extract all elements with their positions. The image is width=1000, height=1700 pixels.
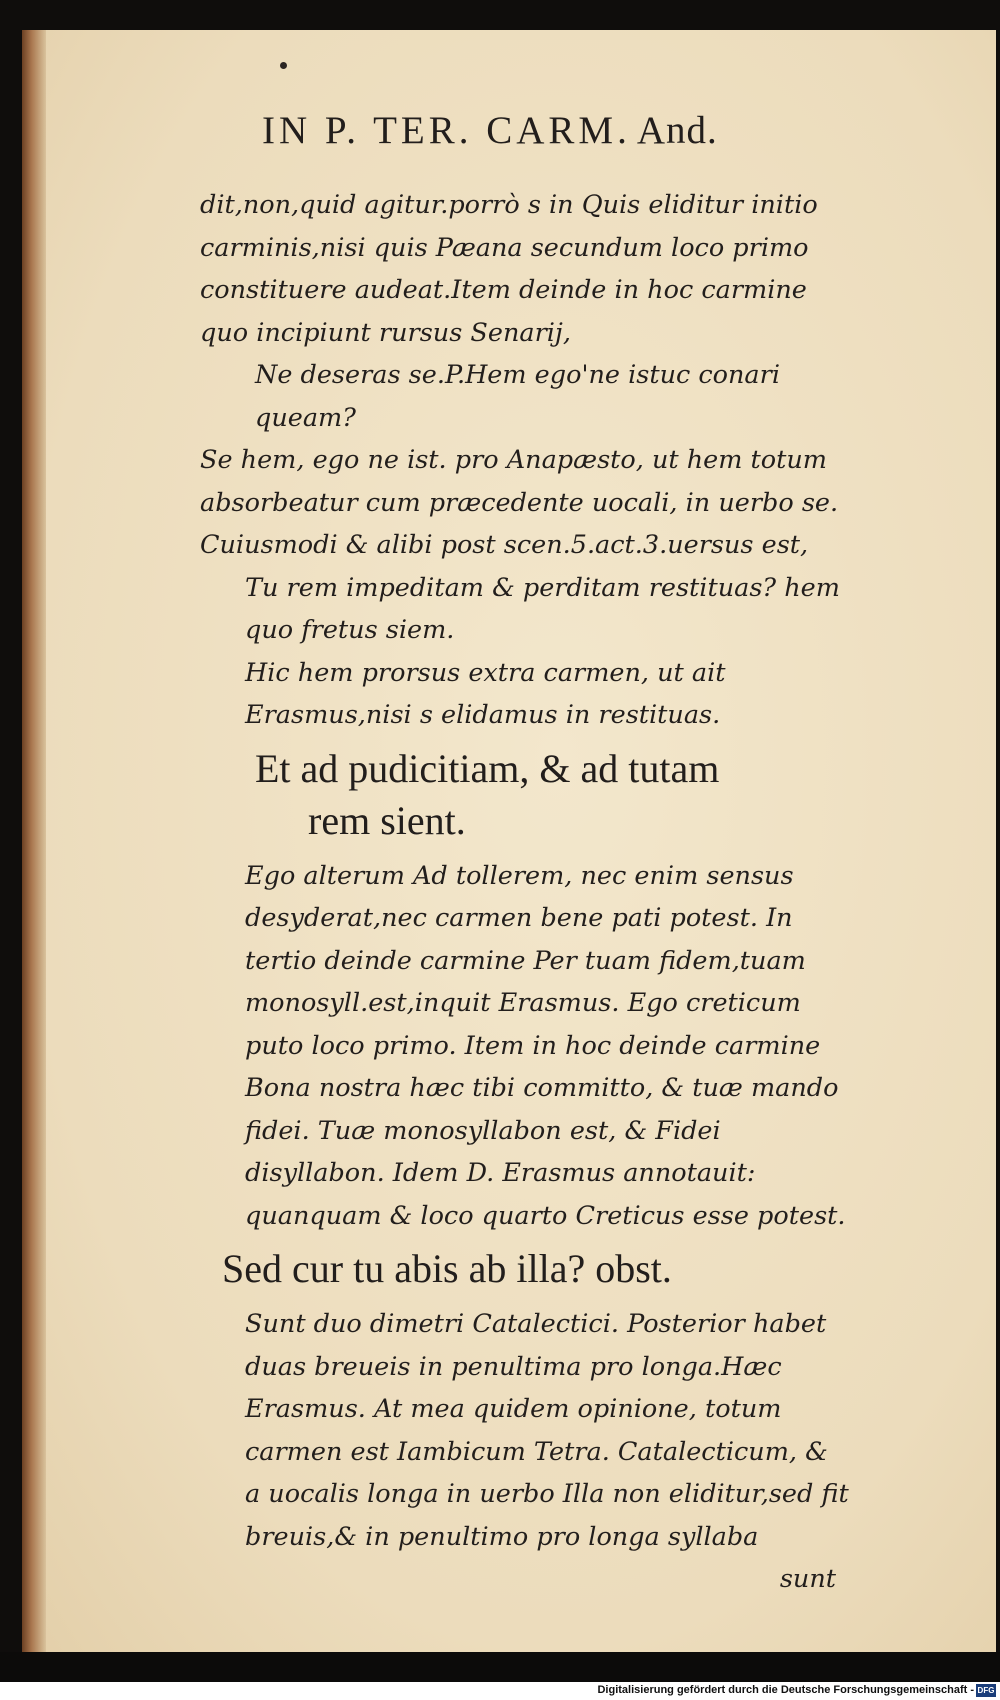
paragraph: Sunt duo dimetri Catalectici. Posterior habet duas breueis in penultima pro longa.Hæc Erasmus. At mea quidem opinione, totum carmen est Iambicum Tetra. Catalecticum, & a uocalis longa in uerbo Illa non eliditur,sed fit breuis,& in penultimo pro longa syllaba [245,1309,849,1552]
paragraph: Hic hem prorsus extra carmen, ut ait Erasmus,nisi s elidamus in restituas. [245,657,726,730]
ink-mark [280,62,287,69]
dfg-logo-icon: DFG [977,1686,995,1695]
scan-bottom-edge [0,1652,1000,1682]
catchword: sunt [779,1564,836,1594]
verse-quote: Tu rem impeditam & perditam restituas? hem quo fretus siem. [245,572,840,645]
page-gutter [22,30,46,1652]
paragraph: dit,non,quid agitur.porrò s in Quis eliditur initio carminis,nisi quis Pæana secundum loco primo constituere audeat.Item deinde in hoc carmine quo incipiunt rursus Senarij, [200,190,818,348]
running-header [262,108,862,153]
book-page [22,30,996,1652]
paragraph: Ego alterum Ad tollerem, nec enim sensus desyderat,nec carmen bene pati potest. In tertio deinde carmine Per tuam fidem,tuam monosyll.est,inquit Erasmus. Ego creticum puto loco primo. Item in hoc deinde carmine Bona nostra hæc tibi committo, & tuæ mando fidei. Tuæ monosyllabon est, & Fidei disyllabon. Idem D. Erasmus annotauit: quanquam & loco quarto Creticus esse potest. [245,860,846,1231]
page-text [200,184,850,1601]
lemma-heading [200,1243,850,1295]
verse-quote: Ne deseras se.P.Hem ego'ne istuc conari queam? [255,360,780,433]
lemma-line: Sed cur tu abis ab illa? obst. [222,1246,672,1291]
lemma-heading [200,743,850,847]
funding-note: Digitalisierung gefördert durch die Deutsche Forschungsgemeinschaft - [597,1684,974,1696]
running-title: IN P. TER. CARM. [262,109,631,152]
lemma-line: rem sient. [308,797,466,843]
lemma-line: Et ad pudicitiam, & ad tutam [255,745,720,791]
footer-bar [0,1682,1000,1700]
book-abbrev: And. [636,109,718,152]
paragraph: Se hem, ego ne ist. pro Anapæsto, ut hem totum absorbeatur cum præcedente uocali, in uerbo se. Cuiusmodi & alibi post scen.5.act.3.uersus est, [200,445,839,560]
